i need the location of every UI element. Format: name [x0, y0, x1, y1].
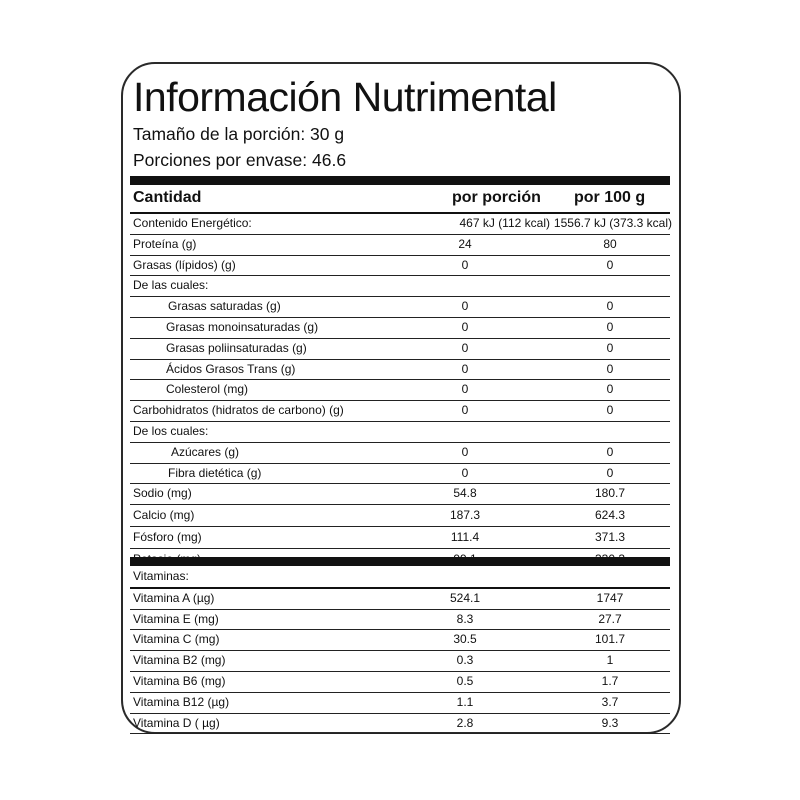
table-row: Grasas poliinsaturadas (g) 0 0: [130, 339, 670, 360]
table-row: De los cuales:: [130, 422, 670, 443]
table-row: Calcio (mg) 187.3 624.3: [130, 505, 670, 527]
table-row: Ácidos Grasos Trans (g) 0 0: [130, 360, 670, 381]
vitamins-heading-row: [130, 567, 670, 589]
table-row: Grasas saturadas (g) 0 0: [130, 297, 670, 318]
vitamins-table: [130, 567, 670, 734]
table-row: Sodio (mg) 54.8 180.7: [130, 484, 670, 505]
table-row: Vitamina B2 (mg) 0.3 1: [130, 651, 670, 672]
thick-divider-vitamins: [130, 557, 670, 566]
vitamins-heading: Vitaminas:: [133, 569, 189, 583]
label-title: Información Nutrimental: [133, 74, 557, 120]
table-row: De las cuales:: [130, 276, 670, 297]
table-row: Vitamina B6 (mg) 0.5 1.7: [130, 672, 670, 693]
table-row: Carbohidratos (hidratos de carbono) (g) 0 0: [130, 401, 670, 422]
table-row: Azúcares (g) 0 0: [130, 443, 670, 464]
table-row: Contenido Energético: 467 kJ (112 kcal) 1556.7 kJ (373.3 kcal): [130, 214, 670, 235]
table-row: Vitamina C (mg) 30.5 101.7: [130, 630, 670, 651]
table-row: Vitamina A (µg) 524.1 1747: [130, 589, 670, 610]
table-row: Colesterol (mg) 0 0: [130, 380, 670, 401]
table-row: Vitamina D ( µg) 2.8 9.3: [130, 714, 670, 735]
table-row: Proteína (g) 24 80: [130, 235, 670, 256]
header-quantity: Cantidad: [133, 189, 202, 206]
serving-size: Tamaño de la porción: 30 g: [133, 124, 345, 144]
header-per-serving: por porción: [452, 189, 541, 206]
table-row: Vitamina B12 (µg) 1.1 3.7: [130, 693, 670, 714]
table-row: Grasas (lípidos) (g) 0 0: [130, 256, 670, 277]
table-row: Fibra dietética (g) 0 0: [130, 464, 670, 485]
table-row: Vitamina E (mg) 8.3 27.7: [130, 610, 670, 631]
nutrients-table: [130, 214, 670, 570]
servings-per-container: Porciones por envase: 46.6: [133, 150, 347, 170]
header-per-100g: por 100 g: [574, 189, 646, 206]
table-row: Fósforo (mg) 111.4 371.3: [130, 527, 670, 549]
table-header: [130, 186, 670, 212]
table-row: Grasas monoinsaturadas (g) 0 0: [130, 318, 670, 339]
thick-divider-top: [130, 176, 670, 185]
